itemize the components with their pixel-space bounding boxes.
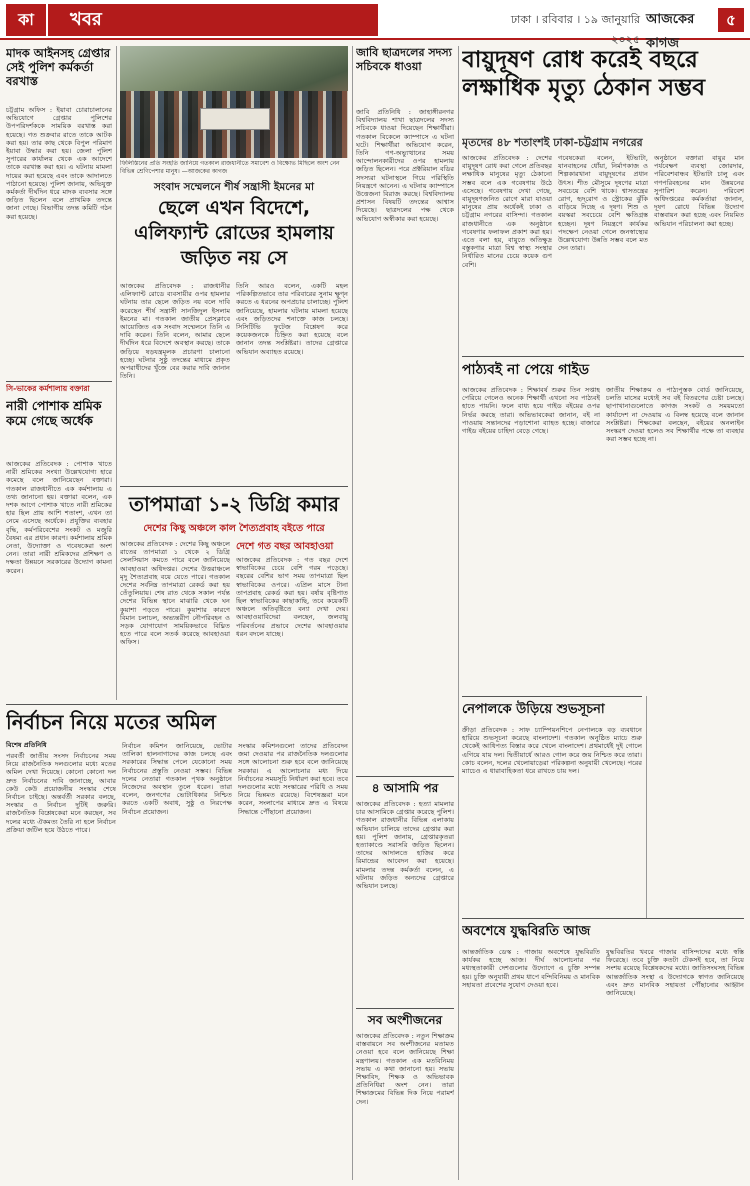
stakeholders-body: আজকের প্রতিবেদক : নতুন শিক্ষাক্রম বাস্তবায়নে সব অংশীজনের মতামত নেওয়া হবে বলে জানিয়েছে শিক্ষা মন্ত্রণালয়। গতকাল এক মতবিনিময় সভায় এ কথা জানানো হয়। সভায় শিক্ষাবিদ, শিক্ষক ও অভিভাবক প্রতিনিধিরা অংশ নেন। তারা শিক্ষাক্রমের বিভিন্ন দিক নিয়ে পরামর্শ দেন। [356,1032,454,1106]
dateline: ঢাকা । রবিবার । ১৯ জানুয়ারি ২০২৫ [510,13,640,46]
jabi-headline: জাবি ছাত্রদলের সদস্য সচিবকে ধাওয়া [356,46,452,73]
weather-subhead: দেশের কিছু অঞ্চলে কাল শৈত্যপ্রবাহ বইতে পারে [143,523,325,534]
stakeholders-headline: সব অংশীজনের [367,1013,443,1027]
police-officer-headline: মাদক আইনসহ গ্রেপ্তার সেই পুলিশ কর্মকর্তা বরখাস্ত [6,46,111,88]
nepal-headline: নেপালকে উড়িয়ে শুভসূচনা [462,702,605,717]
textbook-body-1: আজকের প্রতিবেদক : শিক্ষাবর্ষ শুরুর তিন সপ্তাহ পেরিয়ে গেলেও অনেক শিক্ষার্থী এখনো সব পাঠ্যবই হাতে পায়নি। ফলে বাধ্য হয়ে গাইড বইয়ের ওপর নির্ভর করছে তারা। অভিভাবকেরা জানান, বই না পাওয়ায় সন্তানদের পড়াশোনা ব্যাহত হচ্ছে। বাজারে গাইড বইয়ের চাহিদা বেড়ে গেছে। [462,386,600,436]
imon-body-2: তিনি আরও বলেন, একটি মহল পরিকল্পিতভাবে তার পরিবারের সুনাম ক্ষুণ্ন করতে এ ধরনের অপপ্রচার চালাচ্ছে। পুলিশ জানিয়েছে, হামলার ঘটনায় মামলা হয়েছে এবং জড়িতদের শনাক্তে কাজ চলছে। সিসিটিভি ফুটেজ বিশ্লেষণ করে কয়েকজনকে চিহ্নিত করা হয়েছে বলে জানান তদন্ত সংশ্লিষ্টরা। তাদের গ্রেপ্তারে অভিযান অব্যাহত রয়েছে। [236,282,348,356]
weather-sub-body: আজকের প্রতিবেদক : গত বছর দেশে স্বাভাবিকের চেয়ে বেশি গরম পড়েছে। বছরের বেশির ভাগ সময় তাপমাত্রা ছিল স্বাভাবিকের ওপরে। এপ্রিল মাসে টানা তাপপ্রবাহ রেকর্ড করা হয়। বর্ষায় বৃষ্টিপাত ছিল স্বাভাবিকের কাছাকাছি, তবে কয়েকটি অঞ্চলে অতিবৃষ্টিতে বন্যা দেখা দেয়। আবহাওয়াবিদেরা বলছেন, জলবায়ু পরিবর্তনের প্রভাবে দেশের আবহাওয়ার ধরন বদলে যাচ্ছে। [236,556,348,638]
divider [462,696,642,697]
garment-headline: নারী পোশাক শ্রমিক কমে গেছে অর্ধেক [6,398,102,428]
divider [356,1008,454,1009]
rally-photo [120,46,348,158]
divider [6,704,348,705]
publication-name: আজকের কাগজ [646,12,695,51]
air-pollution-body-2: গবেষকেরা বলেন, ইটভাটা, যানবাহনের ধোঁয়া, নির্মাণকাজ ও শিল্পকারখানা বায়ুদূষণের প্রধান উৎস। শীত মৌসুমে দূষণের মাত্রা সবচেয়ে বেশি থাকে। শ্বাসতন্ত্রের রোগ, হৃদ্‌রোগ ও স্ট্রোকের ঝুঁকি বাড়িয়ে দিচ্ছে এ দূষণ। শিশু ও বয়স্করা সবচেয়ে বেশি ক্ষতিগ্রস্ত হচ্ছেন। দূষণ নিয়ন্ত্রণে কার্যকর পদক্ষেপ নেওয়া গেলে জনস্বাস্থ্যের উল্লেখযোগ্য উন্নতি সম্ভব বলে মত দেন তারা। [558,154,648,253]
column-divider [646,696,647,918]
photo-caption: ফিলিস্তিনের প্রতি সংহতি জানিয়ে গতকাল রাজধানীতে সমাবেশ ও বিক্ষোভ মিছিলে অংশ নেন বিভিন্ন শ্রেণিপেশার মানুষ। —আজকের কাগজ [120,160,340,175]
jabi-body: জাবি প্রতিনিধি : জাহাঙ্গীরনগর বিশ্ববিদ্যালয় শাখা ছাত্রদলের সদস্য সচিবকে ধাওয়া দিয়েছেন শিক্ষার্থীরা। গতকাল বিকেলে ক্যাম্পাসে এ ঘটনা ঘটে। শিক্ষার্থীরা অভিযোগ করেন, তিনি গণ-অভ্যুত্থানের সময় আন্দোলনকারীদের ওপর হামলায় জড়িত ছিলেন। পরে প্রক্টরিয়াল বডির সদস্যরা ঘটনাস্থলে গিয়ে পরিস্থিতি নিয়ন্ত্রণে আনেন। এ ঘটনায় ক্যাম্পাসে উত্তেজনা বিরাজ করছে। বিশ্ববিদ্যালয় প্রশাসন বিষয়টি তদন্তের আশ্বাস দিয়েছে। ছাত্রদলের পক্ষ থেকে অভিযোগ অস্বীকার করা হয়েছে। [356,108,454,223]
election-body-1: পরবর্তী জাতীয় সংসদ নির্বাচনের সময় নিয়ে রাজনৈতিক দলগুলোর মধ্যে মতের অমিল দেখা দিয়েছে। কোনো কোনো দল দ্রুত নির্বাচনের দাবি জানাচ্ছে, আবার কেউ কেউ প্রয়োজনীয় সংস্কার শেষে নির্বাচন চাইছে। অন্তর্বর্তী সরকার বলছে, সংস্কার ও নির্বাচন দুটিই জরুরি। রাজনৈতিক বিশ্লেষকেরা মনে করছেন, সব দলের মধ্যে ঐকমত্য তৈরি না হলে নির্বাচন প্রক্রিয়া জটিল হয়ে উঠতে পারে। [6,752,116,834]
air-pollution-headline: বায়ুদূষণ রোধ করেই বছরে লক্ষাধিক মৃত্যু ঠেকান সম্ভব [462,47,706,101]
air-pollution-body-3: অনুষ্ঠানে বক্তারা বায়ুর মান পর্যবেক্ষণ ব্যবস্থা জোরদার, পরিবেশবান্ধব ইটভাটা চালু এবং গণপরিবহনের মান উন্নয়নের সুপারিশ করেন। পরিবেশ অধিদপ্তরের কর্মকর্তারা জানান, দূষণ রোধে বিভিন্ন উদ্যোগ বাস্তবায়ন করা হচ্ছে এবং নিয়মিত অভিযান পরিচালনা করা হচ্ছে। [654,154,744,228]
section-title: খবর [48,4,378,36]
textbook-headline: পাঠ্যবই না পেয়ে গাইড [462,362,590,378]
garment-body: আজকের প্রতিবেদক : পোশাক খাতে নারী শ্রমিকের সংখ্যা উল্লেখযোগ্য হারে কমেছে বলে জানিয়েছেন বক্তারা। গতকাল রাজধানীতে এক কর্মশালায় এ তথ্য জানানো হয়। বক্তারা বলেন, এক দশক আগে পোশাক খাতে নারী শ্রমিকের হার ছিল প্রায় আশি শতাংশ, এখন তা নেমে এসেছে অর্ধেকে। প্রযুক্তির ব্যবহার বৃদ্ধি, কর্মপরিবেশের সংকট ও মজুরি বৈষম্য এর প্রধান কারণ। কর্মশালায় শ্রমিক নেতা, উদ্যোক্তা ও গবেষকেরা অংশ নেন। তারা নারী শ্রমিকদের প্রশিক্ষণ ও দক্ষতা উন্নয়নে সরকারের উদ্যোগ কামনা করেন। [6,460,112,575]
weather-body: আজকের প্রতিবেদক : দেশের কিছু অঞ্চলে রাতের তাপমাত্রা ১ থেকে ২ ডিগ্রি সেলসিয়াস কমতে পারে বলে জানিয়েছে আবহাওয়া অধিদপ্তর। দেশের উত্তরাঞ্চলে মৃদু শৈত্যপ্রবাহ বয়ে যেতে পারে। গতকাল দেশের সর্বনিম্ন তাপমাত্রা রেকর্ড করা হয় তেঁতুলিয়ায়। শেষ রাত থেকে সকাল পর্যন্ত দেশের বিভিন্ন স্থানে মাঝারি থেকে ঘন কুয়াশা পড়তে পারে। কুয়াশার কারণে বিমান চলাচল, অভ্যন্তরীণ নৌপরিবহন ও সড়ক যোগাযোগ সাময়িকভাবে বিঘ্নিত হতে পারে বলে সতর্ক করেছে আবহাওয়া অফিস। [120,540,230,647]
nepal-body: ক্রীড়া প্রতিবেদক : সাফ চ্যাম্পিয়নশিপে নেপালকে বড় ব্যবধানে হারিয়ে শুভসূচনা করেছে বাংলাদেশ। গতকাল অনুষ্ঠিত ম্যাচে শুরু থেকেই আধিপত্য বিস্তার করে খেলে বাংলাদেশ। প্রথমার্ধেই দুই গোলে এগিয়ে যায় দল। দ্বিতীয়ার্ধে আরও গোল করে জয় নিশ্চিত করে তারা। কোচ বলেন, দলের খেলোয়াড়েরা পরিকল্পনা অনুযায়ী খেলেছে। পরের ম্যাচেও এ ধারাবাহিকতা ধরে রাখতে চায় দল। [462,726,642,776]
ceasefire-body-1: আন্তর্জাতিক ডেস্ক : গাজায় অবশেষে যুদ্ধবিরতি কার্যকর হচ্ছে আজ। দীর্ঘ আলোচনার পর মধ্যস্থতাকারী দেশগুলোর উদ্যোগে এ চুক্তি সম্পন্ন হয়। চুক্তি অনুযায়ী প্রথম ধাপে বন্দিবিনিময় ও মানবিক সহায়তা প্রবেশের সুযোগ দেওয়া হবে। [462,948,600,989]
divider [462,918,744,919]
column-divider [458,46,459,1180]
air-pollution-body-1: আজকের প্রতিবেদক : দেশের বায়ুদূষণ রোধ করা গেলে প্রতিবছর লক্ষাধিক মানুষের মৃত্যু ঠেকানো সম্ভব বলে এক গবেষণায় উঠে এসেছে। গবেষণায় দেখা গেছে, বায়ুদূষণজনিত রোগে মারা যাওয়া মানুষের প্রায় অর্ধেকই ঢাকা ও চট্টগ্রাম নগরের বাসিন্দা। গতকাল রাজধানীতে এক অনুষ্ঠানে গবেষণার ফলাফল প্রকাশ করা হয়। এতে বলা হয়, বায়ুতে অতিক্ষুদ্র বস্তুকণার মাত্রা বিশ্ব স্বাস্থ্য সংস্থার নির্ধারিত মানের চেয়ে কয়েক গুণ বেশি। [462,154,552,269]
divider [6,381,112,382]
column-divider [352,46,353,1180]
weather-sub-headline: দেশে গত বছর আবহাওয়া [236,541,334,552]
page-number: ৫ [718,8,744,32]
ceasefire-body-2: যুদ্ধবিরতির খবরে গাজার বাসিন্দাদের মধ্যে স্বস্তি ফিরেছে। তবে চুক্তি কতটা টেকসই হবে, তা নিয়ে সংশয় রয়েছে বিশ্লেষকদের মধ্যে। জাতিসংঘসহ বিভিন্ন আন্তর্জাতিক সংস্থা এ উদ্যোগকে স্বাগত জানিয়েছে এবং দ্রুত মানবিক সহায়তা পৌঁছানোর আহ্বান জানিয়েছে। [606,948,744,998]
election-headline: নির্বাচন নিয়ে মতের অমিল [6,710,216,734]
textbook-body-2: জাতীয় শিক্ষাক্রম ও পাঠ্যপুস্তক বোর্ড জানিয়েছে, চলতি মাসের মধ্যেই সব বই বিতরণের চেষ্টা চলছে। ছাপাখানাগুলোতে কাগজ সংকট ও সময়মতো কার্যাদেশ না দেওয়ায় এ বিলম্ব হয়েছে বলে জানান সংশ্লিষ্টরা। শিক্ষকেরা বলছেন, বইয়ের অনলাইন সংস্করণ দেওয়া হলেও সব শিক্ষার্থীর পক্ষে তা ব্যবহার করা সম্ভব হচ্ছে না। [606,386,744,444]
election-byline: বিশেষ প্রতিনিধি [6,741,47,749]
divider [462,356,744,357]
election-body-2: নির্বাচন কমিশন জানিয়েছে, ভোটার তালিকা হালনাগাদের কাজ চলছে এবং সরকারের সিদ্ধান্ত পেলে যেকোনো সময় নির্বাচনের প্রস্তুতি নেওয়া সম্ভব। বিভিন্ন দলের নেতারা গতকাল পৃথক অনুষ্ঠানে নিজেদের অবস্থান তুলে ধরেন। তারা বলেন, জনগণের ভোটাধিকার নিশ্চিত করতে একটি অবাধ, সুষ্ঠু ও নিরপেক্ষ নির্বাচন প্রয়োজন। [122,742,232,816]
imon-body-1: আজকের প্রতিবেদক : রাজধানীর এলিফ্যান্ট রোডে ব্যবসায়ীর ওপর হামলার ঘটনায় তার ছেলে জড়িত নয় বলে দাবি করেছেন শীর্ষ সন্ত্রাসী সানজিদুল ইসলাম ইমনের মা। গতকাল জাতীয় প্রেসক্লাবে আয়োজিত এক সংবাদ সম্মেলনে তিনি এ দাবি করেন। তিনি বলেন, আমার ছেলে দীর্ঘদিন ধরে বিদেশে অবস্থান করছে। তাকে জড়িয়ে ষড়যন্ত্রমূলক প্রচারণা চালানো হচ্ছে। ঘটনার সুষ্ঠু তদন্তের মাধ্যমে প্রকৃত অপরাধীদের খুঁজে বের করার দাবি জানান তিনি। [120,282,230,381]
air-pollution-subhead: মৃতদের ৪৮ শতাংশই ঢাকা-চট্টগ্রাম নগরের [462,136,643,149]
accused-headline: ৪ আসামি পর [371,781,439,795]
accused-body: আজকের প্রতিবেদক : হত্যা মামলার চার আসামিকে গ্রেপ্তার করেছে পুলিশ। গতকাল রাজধানীর বিভিন্ন এলাকায় অভিযান চালিয়ে তাদের গ্রেপ্তার করা হয়। পুলিশ জানায়, গ্রেপ্তারকৃতরা হত্যাকাণ্ডে সরাসরি জড়িত ছিলেন। তাদের আদালতে হাজির করে রিমান্ডের আবেদন করা হয়েছে। মামলার তদন্ত কর্মকর্তা বলেন, এ ঘটনায় জড়িত অন্যদের গ্রেপ্তারে অভিযান চলছে। [356,800,454,891]
weather-headline: তাপমাত্রা ১-২ ডিগ্রি কমার [129,492,339,516]
ceasefire-headline: অবশেষে যুদ্ধবিরতি আজ [462,924,591,939]
imon-headline: ছেলে এখন বিদেশে, এলিফ্যান্ট রোডের হামলায় জড়িত নয় সে [134,197,334,269]
divider [120,486,348,487]
garment-kicker: সি-ভাকের কর্মশালায় বক্তারা [6,384,90,393]
column-divider [116,46,117,700]
publication-logo: কা [6,4,46,36]
police-officer-body: চট্টগ্রাম অফিস : ইয়াবা চোরাচালানের অভিযোগে গ্রেপ্তার পুলিশের উপপরিদর্শককে সাময়িক বরখাস্ত করা হয়েছে। গত শুক্রবার রাতে তাকে আটক করা হয়। তার কাছ থেকে বিপুল পরিমাণ ইয়াবা উদ্ধার করা হয়। জেলা পুলিশ সুপারের কার্যালয় থেকে এক আদেশে তাকে বরখাস্ত করা হয়। এ ঘটনায় মামলা দায়ের করা হয়েছে এবং তাকে আদালতে পাঠানো হয়েছে। পুলিশ জানায়, অভিযুক্ত কর্মকর্তা দীর্ঘদিন ধরে মাদক ব্যবসার সঙ্গে জড়িত ছিলেন বলে প্রাথমিক তদন্তে জানা গেছে। বিভাগীয় তদন্ত কমিটি গঠন করা হয়েছে। [6,106,112,221]
election-body-3: সংস্কার কমিশনগুলো তাদের প্রতিবেদন জমা দেওয়ার পর রাজনৈতিক দলগুলোর সঙ্গে আলোচনা শুরু হবে বলে জানিয়েছে সরকার। এ আলোচনার মধ্য দিয়ে নির্বাচনের সময়সূচি নির্ধারণ করা হবে। তবে দলগুলোর মধ্যে সংস্কারের পরিধি ও সময় নিয়ে ভিন্নমত রয়েছে। বিশেষজ্ঞরা মনে করেন, সংলাপের মাধ্যমে দ্রুত এ বিষয়ে সিদ্ধান্তে পৌঁছানো প্রয়োজন। [238,742,348,816]
divider [356,776,454,777]
imon-kicker: সংবাদ সম্মেলনে শীর্ষ সন্ত্রাসী ইমনের মা [153,181,315,193]
